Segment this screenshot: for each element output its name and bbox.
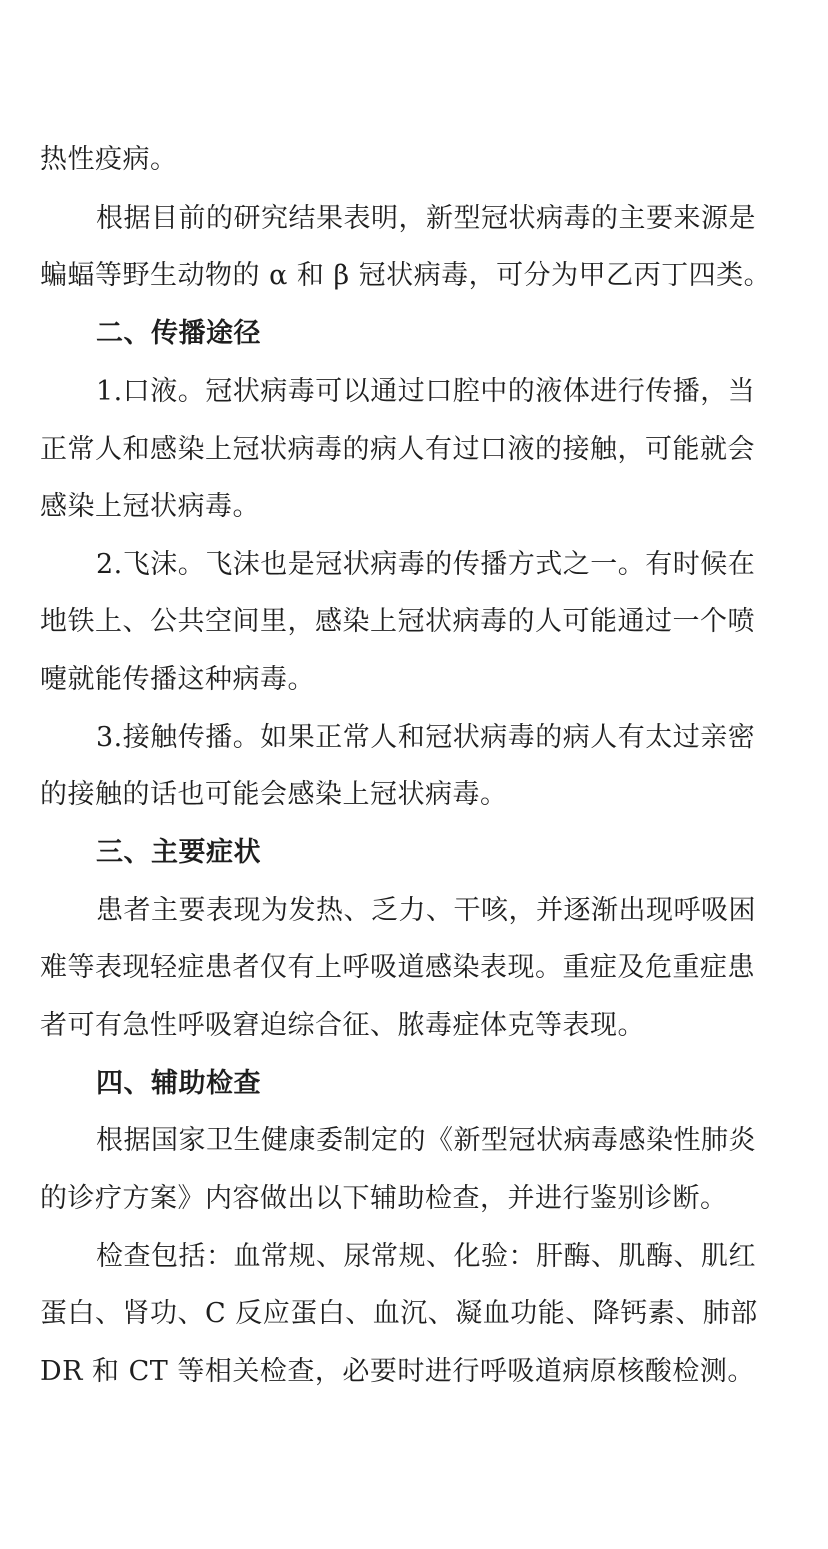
text-line bbox=[0, 602, 828, 642]
text-line bbox=[0, 256, 828, 296]
text-line bbox=[0, 1006, 828, 1046]
paragraph-text: 检查包括：血常规、尿常规、化验：肝酶、肌酶、肌红 bbox=[96, 1241, 756, 1272]
text-line bbox=[0, 1237, 828, 1277]
paragraph-text: 3.接触传播。如果正常人和冠状病毒的病人有太过亲密 bbox=[96, 722, 756, 753]
paragraph-text: 根据目前的研究结果表明，新型冠状病毒的主要来源是 bbox=[96, 203, 756, 234]
section-heading: 三、主要症状 bbox=[96, 837, 261, 868]
text-line bbox=[0, 1179, 828, 1219]
paragraph-text: 2.飞沫。飞沫也是冠状病毒的传播方式之一。有时候在 bbox=[96, 549, 756, 580]
section-heading-line bbox=[0, 314, 828, 354]
paragraph-text: 感染上冠状病毒。 bbox=[40, 491, 260, 522]
section-heading-line bbox=[0, 833, 828, 873]
paragraph-text: 正常人和感染上冠状病毒的病人有过口液的接触，可能就会 bbox=[40, 434, 755, 465]
paragraph-text: 地铁上、公共空间里，感染上冠状病毒的人可能通过一个喷 bbox=[40, 606, 755, 637]
text-line bbox=[0, 199, 828, 239]
paragraph-text: 嚏就能传播这种病毒。 bbox=[40, 664, 315, 695]
paragraph-text: 的接触的话也可能会感染上冠状病毒。 bbox=[40, 779, 508, 810]
paragraph-text: 蝙蝠等野生动物的 α 和 β 冠状病毒，可分为甲乙丙丁四类。 bbox=[40, 260, 772, 291]
text-line bbox=[0, 487, 828, 527]
text-line bbox=[0, 1121, 828, 1161]
paragraph-text: 者可有急性呼吸窘迫综合征、脓毒症体克等表现。 bbox=[40, 1010, 645, 1041]
text-line bbox=[0, 891, 828, 931]
paragraph-text: 热性疫病。 bbox=[40, 144, 178, 175]
text-line bbox=[0, 430, 828, 470]
text-line bbox=[0, 545, 828, 585]
section-heading: 二、传播途径 bbox=[96, 318, 261, 349]
paragraph-text: 的诊疗方案》内容做出以下辅助检查，并进行鉴别诊断。 bbox=[40, 1183, 728, 1214]
section-heading: 四、辅助检查 bbox=[96, 1068, 261, 1099]
text-line bbox=[0, 718, 828, 758]
paragraph-text: 蛋白、肾功、C 反应蛋白、血沉、凝血功能、降钙素、肺部 bbox=[40, 1298, 758, 1329]
text-line bbox=[0, 1352, 828, 1392]
paragraph-text: DR 和 CT 等相关检查，必要时进行呼吸道病原核酸检测。 bbox=[40, 1356, 755, 1387]
text-line bbox=[0, 372, 828, 412]
text-line bbox=[0, 775, 828, 815]
paragraph-text: 1.口液。冠状病毒可以通过口腔中的液体进行传播，当 bbox=[96, 376, 756, 407]
text-line bbox=[0, 660, 828, 700]
text-line bbox=[0, 140, 828, 180]
section-heading-line bbox=[0, 1064, 828, 1104]
paragraph-text: 根据国家卫生健康委制定的《新型冠状病毒感染性肺炎 bbox=[96, 1125, 756, 1156]
text-line bbox=[0, 1294, 828, 1334]
paragraph-text: 难等表现轻症患者仅有上呼吸道感染表现。重症及危重症患 bbox=[40, 952, 755, 983]
text-line bbox=[0, 948, 828, 988]
paragraph-text: 患者主要表现为发热、乏力、干咳，并逐渐出现呼吸困 bbox=[96, 895, 756, 926]
